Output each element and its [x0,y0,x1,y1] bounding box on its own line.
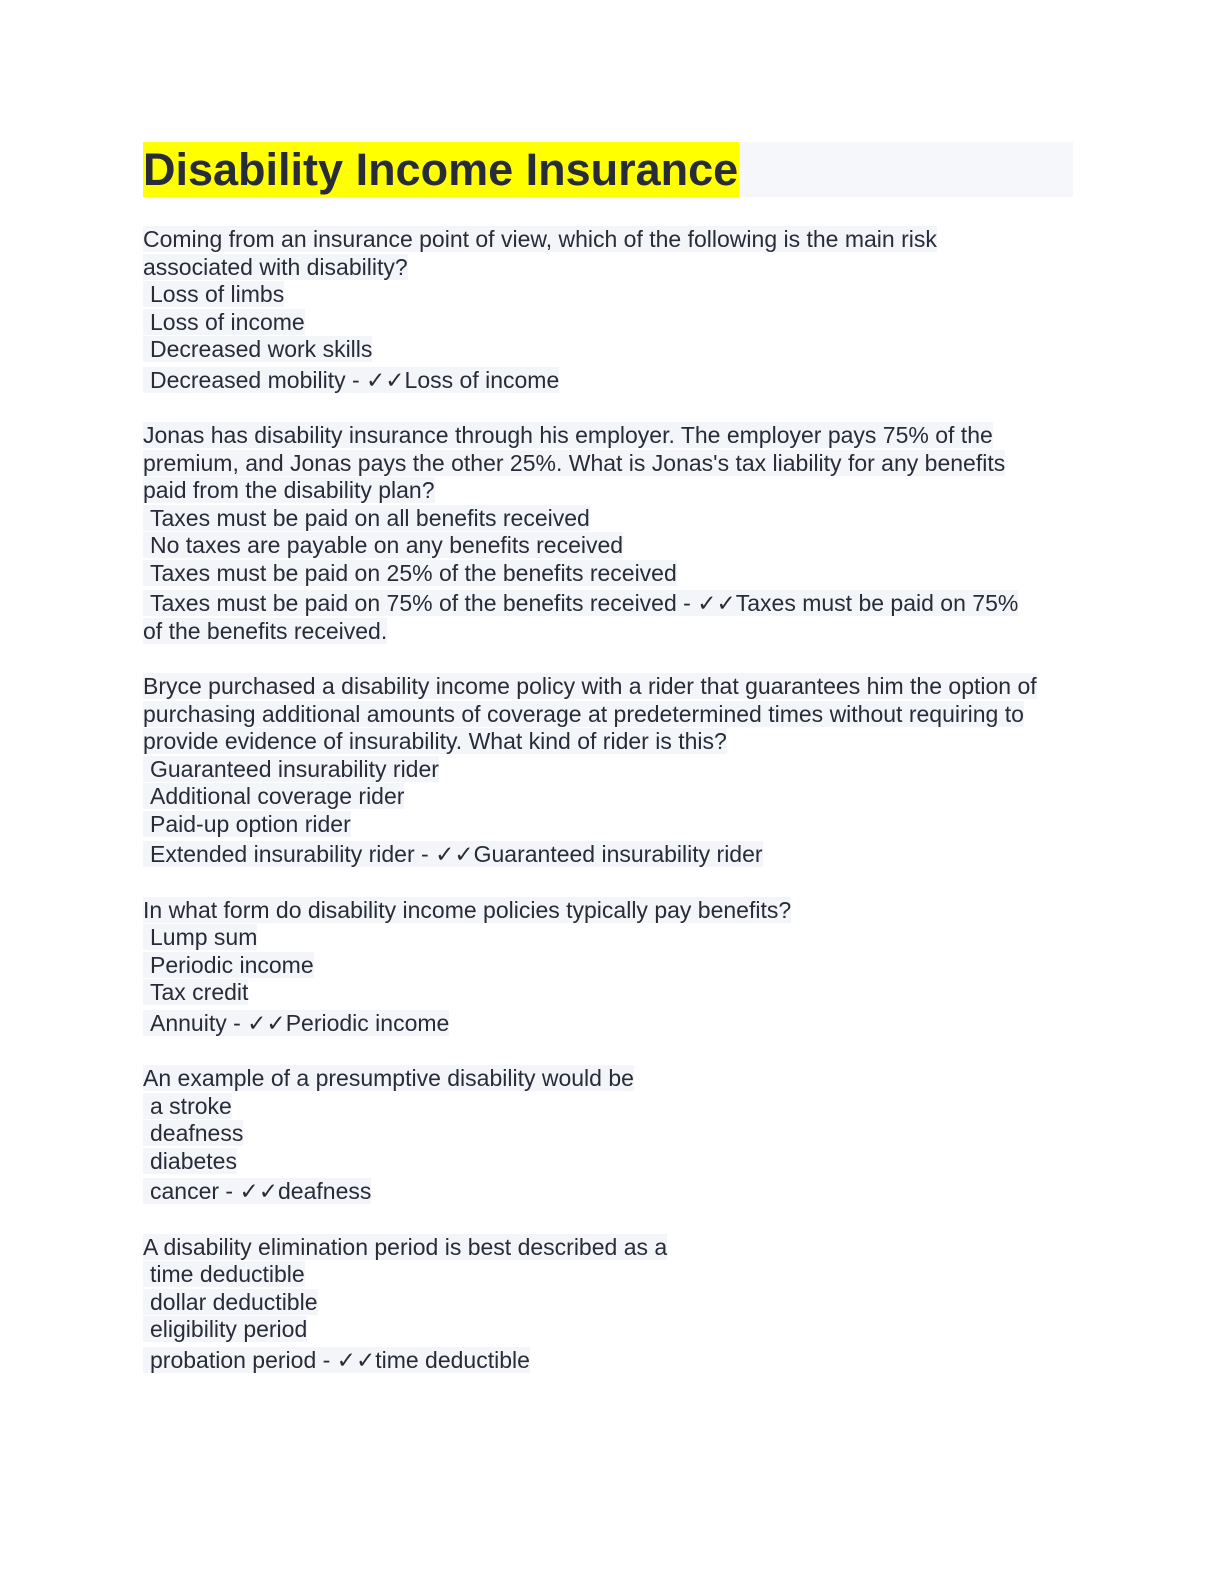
answer-option: Periodic income [143,952,314,978]
answer-option: deafness [143,1120,243,1146]
answer-option: Decreased work skills [143,336,372,362]
answer-option: No taxes are payable on any benefits received [143,532,623,558]
answer-key-line: cancer - ✓✓deafness [143,1178,371,1204]
answer-option: dollar deductible [143,1289,318,1315]
question-block [143,1065,1073,1206]
answer-key-line: probation period - ✓✓time deductible [143,1347,530,1373]
answer-option: Taxes must be paid on 25% of the benefits received [143,560,677,586]
page-title: Disability Income Insurance [143,144,739,195]
question-text: provide evidence of insurability. What kind of rider is this? [143,728,727,754]
question-list [143,226,1073,1374]
question-text: premium, and Jonas pays the other 25%. What is Jonas's tax liability for any benefits [143,449,1006,476]
answer-option: Paid-up option rider [143,811,351,837]
question-block [143,226,1073,394]
answer-option: diabetes [143,1148,237,1174]
title-bar [143,142,1073,197]
question-text: purchasing additional amounts of coverage at predetermined times without requiring to [143,700,1024,727]
question-block [143,1234,1073,1375]
answer-key-line: Taxes must be paid on 75% of the benefits received - ✓✓Taxes must be paid on 75% [143,590,1018,616]
question-text: Jonas has disability insurance through his employer. The employer pays 75% of the [143,422,993,448]
answer-option: Guaranteed insurability rider [143,756,439,782]
question-text: associated with disability? [143,253,408,280]
answer-option: eligibility period [143,1316,307,1342]
answer-key-line: Decreased mobility - ✓✓Loss of income [143,367,559,393]
answer-option: Taxes must be paid on all benefits received [143,505,590,531]
answer-key-line: of the benefits received. [143,617,388,644]
answer-option: a stroke [143,1093,232,1119]
question-text: Coming from an insurance point of view, which of the following is the main risk [143,226,937,252]
question-text: A disability elimination period is best described as a [143,1233,668,1260]
answer-option: Loss of income [143,309,305,335]
document-page [143,142,1073,1374]
answer-option: Additional coverage rider [143,783,404,809]
question-block [143,422,1073,645]
answer-option: Tax credit [143,979,248,1005]
question-block [143,673,1073,869]
answer-option: time deductible [143,1261,305,1287]
question-text: An example of a presumptive disability would be [143,1065,634,1091]
question-text: In what form do disability income policies typically pay benefits? [143,896,792,923]
question-block [143,897,1073,1038]
answer-option: Loss of limbs [143,281,284,307]
answer-key-line: Annuity - ✓✓Periodic income [143,1010,449,1036]
answer-option: Lump sum [143,924,257,950]
question-text: paid from the disability plan? [143,477,435,503]
answer-key-line: Extended insurability rider - ✓✓Guaranteed insurability rider [143,841,763,867]
question-text: Bryce purchased a disability income policy with a rider that guarantees him the option of [143,673,1037,699]
